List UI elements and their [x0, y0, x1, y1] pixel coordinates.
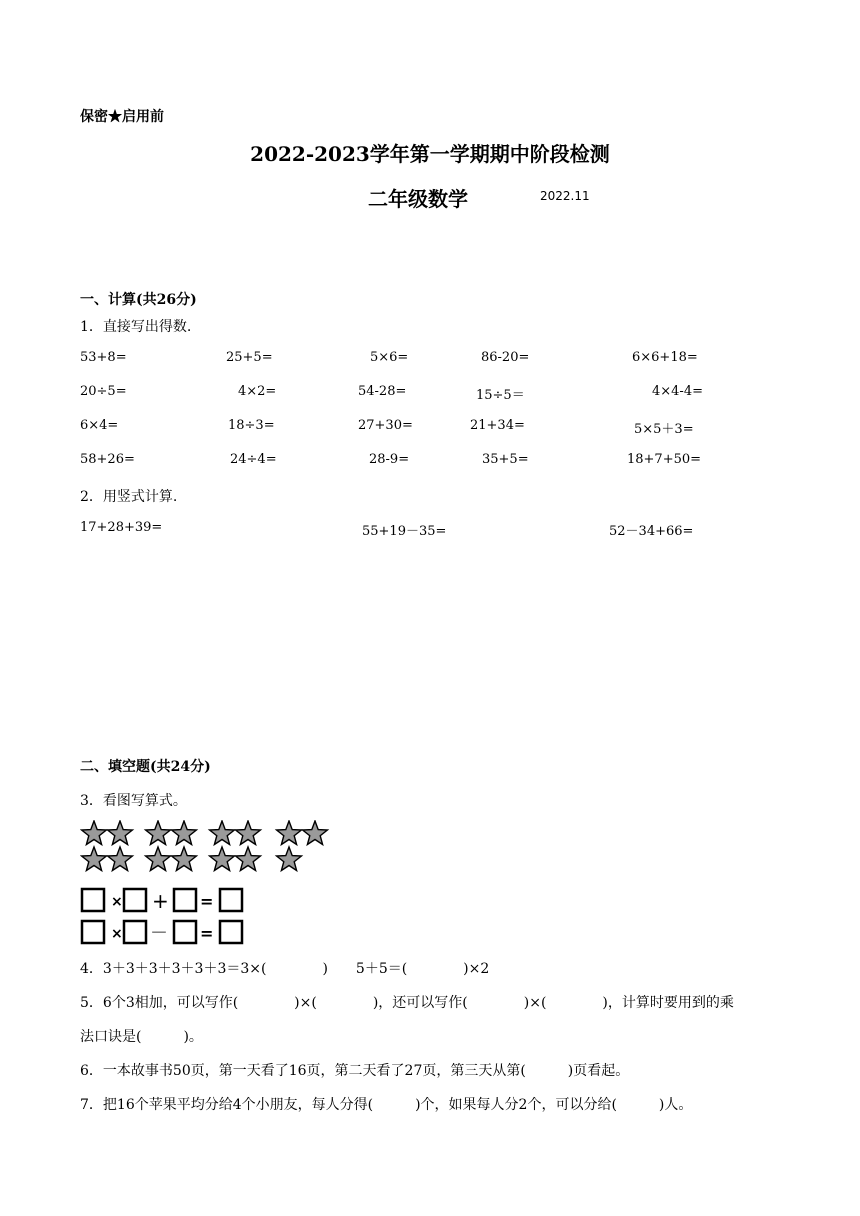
star-icon — [108, 847, 133, 871]
calc-item: 20÷5= — [80, 384, 127, 399]
calc-item: 86-20= — [481, 350, 530, 365]
star-icon — [82, 821, 107, 845]
star-group — [146, 821, 197, 871]
operator-times: × — [111, 894, 123, 910]
star-icon — [277, 821, 302, 845]
page-subtitle: 二年级数学 — [368, 187, 468, 211]
star-icon — [82, 847, 107, 871]
star-group — [277, 821, 328, 871]
vertical-calc-item: 52－34+66= — [609, 524, 694, 539]
star-icon — [210, 821, 235, 845]
operator-minus: － — [150, 923, 168, 944]
calc-item: 5×5＋3= — [634, 422, 694, 437]
question-1-label: 1．直接写出得数. — [80, 319, 192, 335]
answer-box[interactable] — [174, 921, 196, 943]
section-two-title: 二、填空题(共24分) — [80, 759, 211, 775]
star-icon — [146, 847, 171, 871]
operator-times: × — [111, 926, 123, 942]
formula-2 — [80, 918, 260, 948]
calc-item: 4×4-4= — [652, 384, 703, 399]
question-3-label: 3．看图写算式。 — [80, 793, 187, 809]
calc-item: 58+26= — [80, 452, 135, 467]
section-one-title: 一、计算(共26分) — [80, 292, 197, 308]
answer-box[interactable] — [82, 889, 104, 911]
star-icon — [172, 821, 197, 845]
answer-box[interactable] — [174, 889, 196, 911]
stars-picture — [80, 820, 340, 876]
calc-item: 4×2= — [238, 384, 277, 399]
star-group — [210, 821, 261, 871]
calc-item: 54-28= — [358, 384, 407, 399]
question-5-line-2: 法口诀是( )。 — [80, 1029, 203, 1045]
calc-item: 18÷3= — [228, 418, 275, 433]
operator-equals: = — [200, 892, 214, 911]
question-7: 7．把16个苹果平均分给4个小朋友，每人分得( )个，如果每人分2个，可以分给( )人。 — [80, 1097, 693, 1113]
question-5-line-1: 5．6个3相加，可以写作( )×( )，还可以写作( )×( )，计算时要用到的乘 — [80, 995, 734, 1011]
star-icon — [236, 847, 261, 871]
confidential-label: 保密★启用前 — [80, 109, 164, 125]
exam-date: 2022.11 — [540, 189, 590, 203]
question-2-label: 2．用竖式计算. — [80, 489, 178, 505]
calc-item: 53+8= — [80, 350, 127, 365]
star-icon — [108, 821, 133, 845]
calc-item: 15÷5＝ — [476, 388, 525, 403]
star-icon — [236, 821, 261, 845]
page-title: 2022-2023学年第一学期期中阶段检测 — [250, 142, 610, 166]
star-icon — [303, 821, 328, 845]
calc-item: 25+5= — [226, 350, 273, 365]
calc-item: 24÷4= — [230, 452, 277, 467]
calc-item: 6×6+18= — [632, 350, 698, 365]
calc-item: 28-9= — [369, 452, 410, 467]
answer-box[interactable] — [220, 921, 242, 943]
operator-plus: + — [152, 889, 169, 913]
vertical-calc-item: 55+19－35= — [362, 524, 447, 539]
vertical-calc-item: 17+28+39= — [80, 520, 163, 535]
answer-box[interactable] — [82, 921, 104, 943]
answer-box[interactable] — [220, 889, 242, 911]
calc-item: 21+34= — [470, 418, 525, 433]
calc-item: 5×6= — [370, 350, 409, 365]
star-icon — [210, 847, 235, 871]
operator-equals: = — [200, 924, 214, 943]
answer-box[interactable] — [124, 921, 146, 943]
star-group — [82, 821, 133, 871]
star-icon — [146, 821, 171, 845]
question-4: 4．3＋3＋3＋3＋3＋3＝3×( ) 5＋5＝( )×2 — [80, 961, 490, 977]
star-icon — [277, 847, 302, 871]
calc-item: 27+30= — [358, 418, 413, 433]
star-icon — [172, 847, 197, 871]
question-6: 6．一本故事书50页，第一天看了16页，第二天看了27页，第三天从第( )页看起。 — [80, 1063, 630, 1079]
calc-item: 6×4= — [80, 418, 119, 433]
calc-item: 35+5= — [482, 452, 529, 467]
answer-box[interactable] — [124, 889, 146, 911]
calc-item: 18+7+50= — [627, 452, 702, 467]
formula-1 — [80, 886, 260, 916]
